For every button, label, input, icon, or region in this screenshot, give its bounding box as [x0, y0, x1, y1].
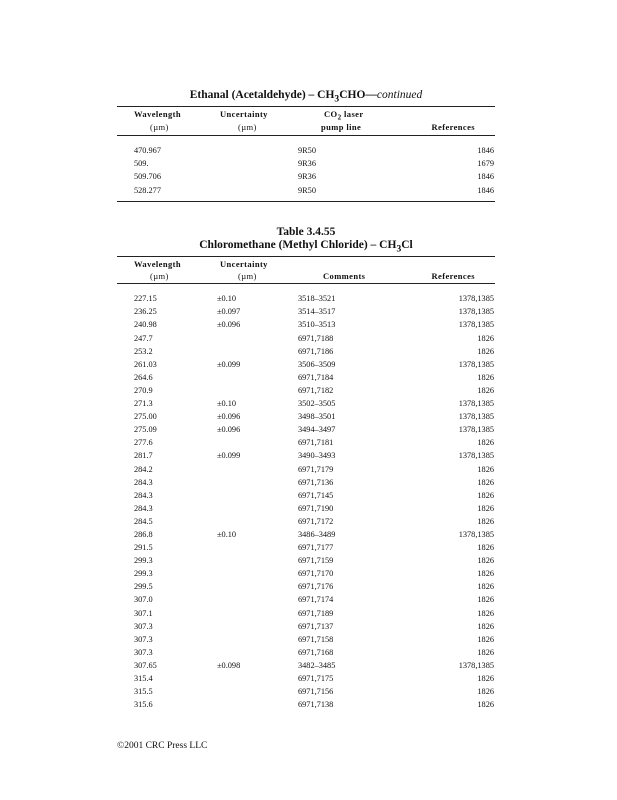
reference-cell: 1826 [477, 634, 494, 644]
wavelength-cell: 275.00 [134, 412, 157, 422]
table2-number: Table 3.4.55 [276, 226, 336, 238]
wavelength-cell: 271.3 [134, 399, 153, 409]
reference-cell: 1826 [477, 477, 494, 487]
comment-cell: 6971,7189 [298, 608, 334, 618]
table1-header-pump-line: pump line [321, 122, 362, 133]
reference-cell: 1826 [477, 674, 494, 684]
table-row [117, 345, 495, 358]
table2-header-uncertainty: Uncertainty [220, 259, 268, 270]
table-row [117, 292, 495, 305]
reference-cell: 1378,1385 [458, 399, 494, 409]
table-row [117, 554, 495, 567]
wavelength-cell: 227.15 [134, 294, 157, 304]
table-row [117, 528, 495, 541]
table2-header-wavelength: Wavelength [134, 259, 181, 270]
uncertainty-cell: ±0.10 [217, 399, 237, 409]
reference-cell: 1826 [477, 346, 494, 356]
table1-title-after: CHO— [339, 89, 377, 101]
comment-cell: 6971,7182 [298, 385, 334, 395]
table-row [117, 184, 495, 197]
comment-cell: 3498–3501 [298, 412, 336, 422]
comment-cell: 3502–3505 [298, 399, 336, 409]
table-ethanal-continued [117, 89, 495, 202]
table2-title-after: Cl [401, 239, 413, 251]
comment-cell: 3506–3509 [298, 359, 336, 369]
table-row [117, 358, 495, 371]
table-row [117, 463, 495, 476]
wavelength-cell: 236.25 [134, 307, 157, 317]
comment-cell: 6971,7190 [298, 503, 334, 513]
wavelength-cell: 315.5 [134, 687, 153, 697]
table-row [117, 607, 495, 620]
table-row [117, 318, 495, 331]
comment-cell: 6971,7159 [298, 556, 334, 566]
wavelength-cell: 281.7 [134, 451, 153, 461]
reference-cell: 1826 [477, 438, 494, 448]
wavelength-cell: 247.7 [134, 333, 153, 343]
comment-cell: 6971,7156 [298, 687, 334, 697]
table-row [117, 502, 495, 515]
comment-cell: 6971,7176 [298, 582, 334, 592]
table-row [117, 332, 495, 345]
table-chloromethane [117, 226, 495, 711]
table-row [117, 157, 495, 170]
table1-title-subscript: 3 [334, 93, 340, 105]
wavelength-cell: 509. [134, 159, 149, 169]
reference-cell: 1378,1385 [458, 451, 494, 461]
reference-cell: 1679 [477, 159, 494, 169]
comment-cell: 6971,7158 [298, 634, 334, 644]
table1-title-continued: continued [376, 89, 423, 101]
table-row [117, 620, 495, 633]
table-row [117, 685, 495, 698]
table2-header [117, 257, 495, 283]
comment-cell: 6971,7170 [298, 569, 334, 579]
uncertainty-cell: ±0.096 [217, 425, 241, 435]
reference-cell: 1378,1385 [458, 425, 494, 435]
comment-cell: 6971,7184 [298, 372, 334, 382]
comment-cell: 9R50 [298, 146, 316, 156]
table1-body [117, 136, 495, 198]
table1-header-wavelength-unit: (µm) [150, 122, 169, 133]
table-row [117, 397, 495, 410]
comment-cell: 9R36 [298, 159, 316, 169]
comment-cell: 3514–3517 [298, 307, 336, 317]
wavelength-cell: 307.1 [134, 608, 153, 618]
reference-cell: 1826 [477, 333, 494, 343]
table1-header-co2-text: CO [324, 109, 338, 120]
comment-cell: 6971,7137 [298, 621, 334, 631]
wavelength-cell: 275.09 [134, 425, 157, 435]
reference-cell: 1846 [477, 146, 494, 156]
uncertainty-cell: ±0.099 [217, 451, 241, 461]
table1-bottom-rule [117, 201, 495, 202]
table2-body [117, 284, 495, 711]
comment-cell: 3482–3485 [298, 660, 336, 670]
reference-cell: 1826 [477, 608, 494, 618]
comment-cell: 6971,7181 [298, 438, 334, 448]
reference-cell: 1826 [477, 595, 494, 605]
table2-header-wavelength-unit: (µm) [150, 271, 169, 282]
wavelength-cell: 261.03 [134, 359, 157, 369]
table2-title-subscript: 3 [396, 243, 402, 255]
wavelength-cell: 307.3 [134, 647, 153, 657]
table2-header-comments: Comments [323, 271, 366, 282]
table-row [117, 371, 495, 384]
table2-header-uncertainty-unit: (µm) [238, 271, 257, 282]
wavelength-cell: 509.706 [134, 172, 161, 182]
wavelength-cell: 270.9 [134, 385, 153, 395]
wavelength-cell: 315.4 [134, 674, 153, 684]
uncertainty-cell: ±0.096 [217, 320, 241, 330]
wavelength-cell: 307.3 [134, 621, 153, 631]
wavelength-cell: 307.0 [134, 595, 153, 605]
wavelength-cell: 528.277 [134, 185, 161, 195]
table-row [117, 144, 495, 157]
table1-header-co2-after: laser [341, 109, 364, 120]
comment-cell: 3494–3497 [298, 425, 336, 435]
comment-cell: 3486–3489 [298, 529, 336, 539]
reference-cell: 1826 [477, 700, 494, 710]
reference-cell: 1378,1385 [458, 320, 494, 330]
comment-cell: 6971,7136 [298, 477, 334, 487]
wavelength-cell: 284.3 [134, 490, 153, 500]
uncertainty-cell: ±0.10 [217, 294, 237, 304]
reference-cell: 1826 [477, 516, 494, 526]
table-row [117, 170, 495, 183]
reference-cell: 1826 [477, 647, 494, 657]
table1-header-uncertainty-unit: (µm) [238, 122, 257, 133]
comment-cell: 6971,7186 [298, 346, 334, 356]
table-row [117, 672, 495, 685]
uncertainty-cell: ±0.096 [217, 412, 241, 422]
wavelength-cell: 299.3 [134, 556, 153, 566]
comment-cell: 3510–3513 [298, 320, 336, 330]
reference-cell: 1826 [477, 582, 494, 592]
reference-cell: 1826 [477, 556, 494, 566]
table-row [117, 423, 495, 436]
wavelength-cell: 284.5 [134, 516, 153, 526]
table-row [117, 541, 495, 554]
comment-cell: 6971,7188 [298, 333, 334, 343]
reference-cell: 1826 [477, 490, 494, 500]
reference-cell: 1826 [477, 385, 494, 395]
table-row [117, 567, 495, 580]
table-row [117, 659, 495, 672]
reference-cell: 1826 [477, 687, 494, 697]
table1-header-wavelength: Wavelength [134, 109, 181, 120]
reference-cell: 1826 [477, 372, 494, 382]
wavelength-cell: 299.3 [134, 569, 153, 579]
table-row [117, 593, 495, 606]
comment-cell: 3518–3521 [298, 294, 336, 304]
table1-header-co2-subscript: 2 [337, 113, 342, 122]
wavelength-cell: 284.3 [134, 503, 153, 513]
table-row [117, 449, 495, 462]
table-row [117, 410, 495, 423]
reference-cell: 1378,1385 [458, 307, 494, 317]
table-row [117, 489, 495, 502]
comment-cell: 6971,7168 [298, 647, 334, 657]
copyright-footer: ©2001 CRC Press LLC [117, 741, 208, 751]
table-row [117, 646, 495, 659]
wavelength-cell: 291.5 [134, 543, 153, 553]
uncertainty-cell: ±0.097 [217, 307, 241, 317]
wavelength-cell: 307.65 [134, 660, 157, 670]
comment-cell: 6971,7172 [298, 516, 334, 526]
wavelength-cell: 253.2 [134, 346, 153, 356]
wavelength-cell: 284.2 [134, 464, 153, 474]
comment-cell: 6971,7174 [298, 595, 334, 605]
table-row [117, 305, 495, 318]
uncertainty-cell: ±0.10 [217, 529, 237, 539]
reference-cell: 1846 [477, 185, 494, 195]
wavelength-cell: 284.3 [134, 477, 153, 487]
wavelength-cell: 286.8 [134, 529, 153, 539]
wavelength-cell: 240.98 [134, 320, 157, 330]
reference-cell: 1826 [477, 543, 494, 553]
wavelength-cell: 470.967 [134, 146, 161, 156]
wavelength-cell: 307.3 [134, 634, 153, 644]
table1-title [117, 89, 495, 105]
comment-cell: 6971,7138 [298, 700, 334, 710]
reference-cell: 1378,1385 [458, 412, 494, 422]
table1-title-main: Ethanal (Acetaldehyde) – CH [189, 89, 335, 101]
table2-title [117, 239, 495, 255]
comment-cell: 3490–3493 [298, 451, 336, 461]
wavelength-cell: 299.5 [134, 582, 153, 592]
table-row [117, 580, 495, 593]
table-row [117, 698, 495, 711]
wavelength-cell: 264.6 [134, 372, 153, 382]
comment-cell: 6971,7175 [298, 674, 334, 684]
comment-cell: 9R50 [298, 185, 316, 195]
reference-cell: 1826 [477, 503, 494, 513]
comment-cell: 6971,7179 [298, 464, 334, 474]
table-row [117, 384, 495, 397]
comment-cell: 6971,7145 [298, 490, 334, 500]
table1-header-references: References [431, 122, 475, 133]
reference-cell: 1846 [477, 172, 494, 182]
uncertainty-cell: ±0.099 [217, 359, 241, 369]
table-row [117, 436, 495, 449]
uncertainty-cell: ±0.098 [217, 660, 241, 670]
table2-header-references: References [431, 271, 475, 282]
table1-header-uncertainty: Uncertainty [220, 109, 268, 120]
reference-cell: 1826 [477, 464, 494, 474]
table2-title-main: Chloromethane (Methyl Chloride) – CH [199, 239, 397, 251]
reference-cell: 1378,1385 [458, 660, 494, 670]
reference-cell: 1826 [477, 621, 494, 631]
wavelength-cell: 315.6 [134, 700, 153, 710]
reference-cell: 1378,1385 [458, 359, 494, 369]
table-row [117, 476, 495, 489]
reference-cell: 1826 [477, 569, 494, 579]
comment-cell: 9R36 [298, 172, 316, 182]
table1-header [117, 107, 495, 135]
comment-cell: 6971,7177 [298, 543, 334, 553]
wavelength-cell: 277.6 [134, 438, 153, 448]
table1-header-co2 [324, 109, 364, 122]
table-row [117, 633, 495, 646]
reference-cell: 1378,1385 [458, 294, 494, 304]
table-row [117, 515, 495, 528]
reference-cell: 1378,1385 [458, 529, 494, 539]
